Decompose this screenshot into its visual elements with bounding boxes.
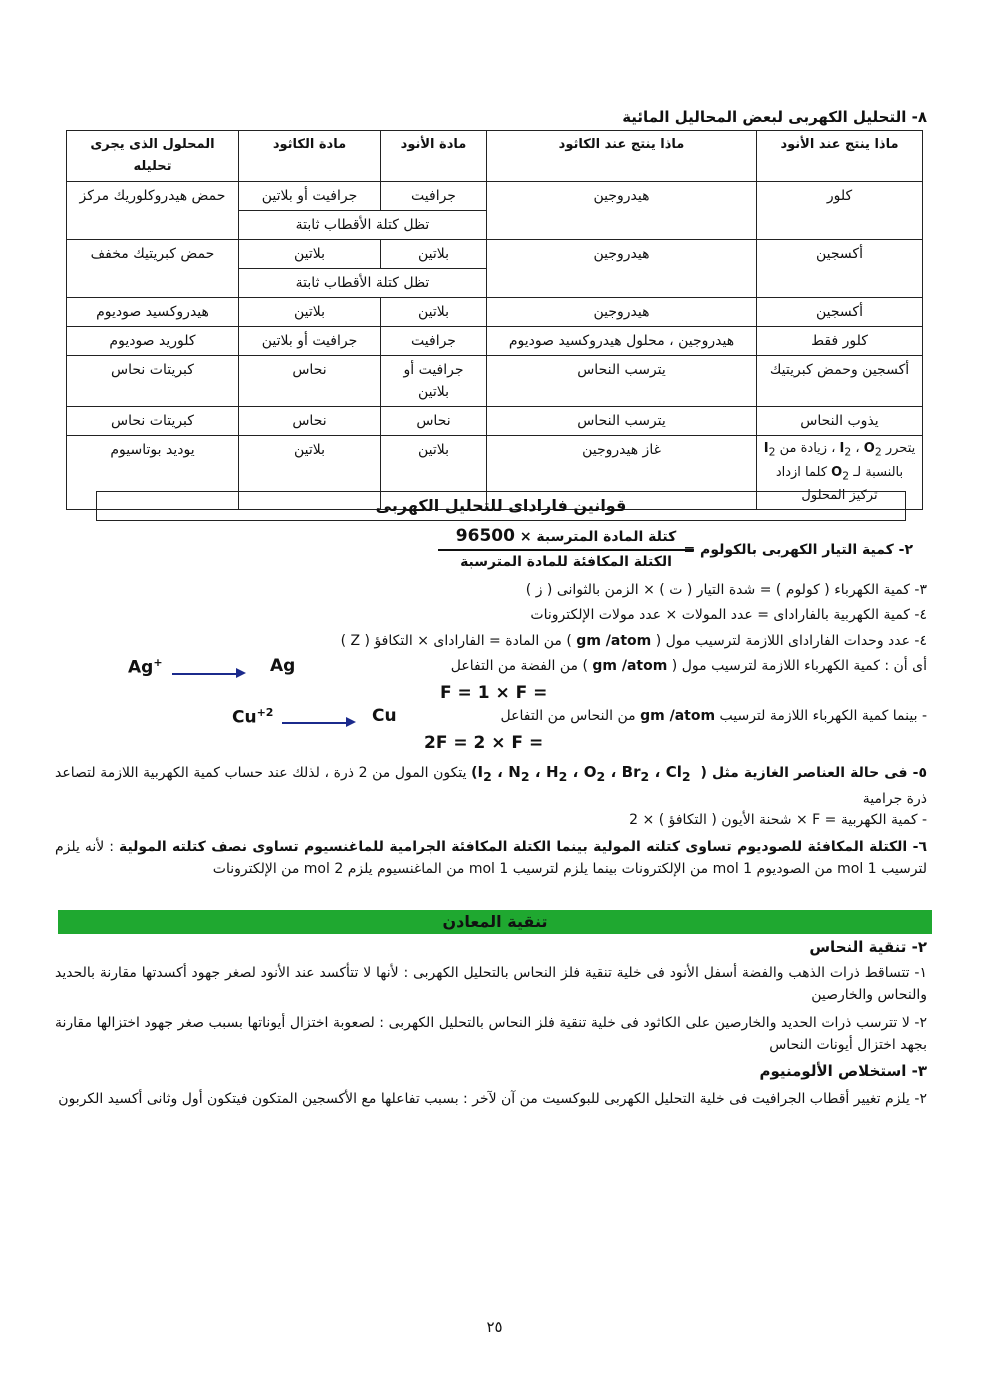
header-at-anode: ماذا ينتج عند الأنود — [757, 131, 923, 182]
table-row — [67, 240, 923, 269]
cell-at-cathode: غاز هيدروجين — [487, 436, 757, 510]
law5-formula: - كمية الكهربية = F × شحنة الأيون ( التكافؤ ) × 2 — [629, 812, 927, 828]
cell-cathode: نحاس — [239, 356, 381, 407]
cell-note: تظل كتلة الأقطاب ثابتة — [239, 269, 487, 298]
table-row — [67, 182, 923, 211]
cell-at-cathode: يترسب النحاس — [487, 356, 757, 407]
cell-solution: حمض كبريتيك مخفف — [67, 240, 239, 298]
cell-cathode: بلاتين — [239, 240, 381, 269]
header-at-cathode: ماذا ينتج عند الكاثود — [487, 131, 757, 182]
section-8-title: ٨- التحليل الكهربى لبعض المحاليل المائية — [622, 108, 927, 126]
copper-equation: 2F = 2 × F = — [424, 733, 544, 753]
table-header-row — [67, 131, 923, 182]
cell-solution: يوديد بوتاسيوم — [67, 436, 239, 510]
cell-cathode: جرافيت أو بلاتين — [239, 182, 381, 211]
table-row — [67, 407, 923, 436]
cell-anode: جرافيت — [381, 327, 487, 356]
cell-at-anode: أكسجين — [757, 240, 923, 298]
cell-cathode: نحاس — [239, 407, 381, 436]
copper-metal: Cu — [372, 706, 397, 726]
cell-at-cathode: هيدروجين — [487, 298, 757, 327]
silver-line: أى أن : كمية الكهرباء اللازمة لترسيب مول ( gm /atom ) من الفضة من التفاعل — [450, 658, 927, 674]
header-solution: المحلول الذى يجرى تحليله — [67, 131, 239, 182]
silver-ion: Ag+ — [128, 656, 163, 678]
silver-arrowhead-icon — [236, 668, 246, 678]
law4b: ٤- عدد وحدات الفاراداى اللازمة لترسيب مول ( gm /atom ) من المادة = الفاراداى × التكافؤ ( Z ) — [340, 633, 927, 649]
law5-gases: $I_2$ ، $N_2$ ، $H_2$ ، $O_2$ ، $Br_2$ ، $Cl_2$ — [477, 763, 691, 784]
cell-at-cathode: هيدروجين ، محلول هيدروكسيد صوديوم — [487, 327, 757, 356]
law2-label: ٢- كمية التيار الكهربى بالكولوم = — [683, 542, 913, 558]
cell-at-anode: كلور فقط — [757, 327, 923, 356]
copper-refining-p1: ١- تتساقط ذرات الذهب والفضة أسفل الأنود فى خلية تنقية فلز النحاس بالتحليل الكهربى : لأنها لا تتأكسد عند الأنود لصغر جهود أكسدتها مقارنة بالحديد والنحاس والخارصين — [55, 965, 927, 1003]
faraday-laws-title: قوانين فاراداى للتحليل الكهربى — [96, 491, 906, 521]
cell-at-anode: كلور — [757, 182, 923, 240]
copper-ion: $Cu^{+2}$ — [232, 706, 274, 728]
cell-at-anode-iodide: يتحرر $O_2$ ، $I_2$ ، زيادة من $I_2$ بالنسبة لـ $O_2$ كلما ازداد تركيز المحلول — [757, 436, 923, 510]
silver-arrow-icon — [172, 673, 236, 675]
law4a: ٤- كمية الكهربية بالفاراداى = عدد المولات × عدد مولات الإلكترونات — [530, 607, 927, 623]
silver-equation: F = 1 × F = — [440, 683, 548, 703]
cell-anode: بلاتين — [381, 240, 487, 269]
copper-arrow-icon — [282, 722, 346, 724]
cell-anode: بلاتين — [381, 298, 487, 327]
copper-line: - بينما كمية الكهرباء اللازمة لترسيب gm /atom من النحاس من التفاعل — [500, 708, 927, 724]
cell-at-anode: أكسجين وحمض كبريتيك — [757, 356, 923, 407]
copper-refining-p2: ٢- لا تترسب ذرات الحديد والخارصين على الكاثود فى خلية تنقية فلز النحاس بالتحليل الكهربى : لصعوبة اختزال أيوناتها بسبب صغر جهود اختزالها مقارنة بجهد اختزال أيونات النحاس — [55, 1015, 927, 1053]
cell-at-cathode: هيدروجين — [487, 182, 757, 240]
table-row — [67, 327, 923, 356]
cell-at-cathode: هيدروجين — [487, 240, 757, 298]
law2-fraction — [438, 526, 694, 570]
law2-numerator: كتلة المادة المترسبة × 96500 — [438, 526, 694, 551]
cell-cathode: بلاتين — [239, 298, 381, 327]
metal-refining-banner: تنقية المعادن — [58, 910, 932, 934]
cell-solution: حمض هيدروكلوريك مركز — [67, 182, 239, 240]
page-number: ٢٥ — [486, 1318, 503, 1336]
cell-at-cathode: يترسب النحاس — [487, 407, 757, 436]
copper-arrowhead-icon — [346, 717, 356, 727]
aluminum-title: ٣- استخلاص الألومنيوم — [759, 1062, 927, 1080]
law5: ٥- فى حالة العناصر الغازية مثل ( $I_2$ ، $N_2$ ، $H_2$ ، $O_2$ ، $Br_2$ ، $Cl_2$ ) يتكون المول من 2 ذرة ، لذلك عند حساب كمية الكهربية اللازمة لتصاعد ذرة جرامية — [55, 763, 927, 807]
cell-cathode: جرافيت أو بلاتين — [239, 327, 381, 356]
silver-metal: Ag — [270, 656, 296, 676]
cell-solution: كلوريد صوديوم — [67, 327, 239, 356]
aluminum-p1: ٢- يلزم تغيير أقطاب الجرافيت فى خلية التحليل الكهربى للبوكسيت من آن لآخر : بسبب تفاعلها مع الأكسجين المتكون فيتكون أول وثانى أكسيد الكربون — [58, 1091, 927, 1107]
law3: ٣- كمية الكهرباء ( كولوم ) = شدة التيار ( ت ) × الزمن بالثوانى ( ز ) — [525, 582, 927, 598]
cell-anode: نحاس — [381, 407, 487, 436]
cell-anode: جرافيت أو بلاتين — [381, 356, 487, 407]
cell-solution: هيدروكسيد صوديوم — [67, 298, 239, 327]
law2-denominator: الكتلة المكافئة للمادة المترسبة — [460, 554, 672, 570]
electrolysis-table — [66, 130, 923, 510]
cell-at-anode: أكسجين — [757, 298, 923, 327]
header-cathode: مادة الكاثود — [239, 131, 381, 182]
cell-cathode: بلاتين — [239, 436, 381, 510]
cell-anode: جرافيت — [381, 182, 487, 211]
cell-solution: كبريتات نحاس — [67, 407, 239, 436]
cell-note: تظل كتلة الأقطاب ثابتة — [239, 211, 487, 240]
copper-refining-title: ٢- تنقية النحاس — [809, 938, 927, 956]
cell-anode: بلاتين — [381, 436, 487, 510]
cell-at-anode: يذوب النحاس — [757, 407, 923, 436]
cell-solution: كبريتات نحاس — [67, 356, 239, 407]
table-row — [67, 356, 923, 407]
table-row — [67, 298, 923, 327]
law6: ٦- الكتلة المكافئة للصوديوم تساوى كتلته المولية بينما الكتلة المكافئة الجرامية للماغنسيوم تساوى نصف كتلته المولية : لأنه يلزم لترسيب 1 mol من الصوديوم 1 mol من الإلكترونات بينما يلزم لترسيب 1 mol من الماغنسيوم يلزم 2 mol من الإلكترونات — [55, 839, 927, 877]
header-anode: مادة الأنود — [381, 131, 487, 182]
